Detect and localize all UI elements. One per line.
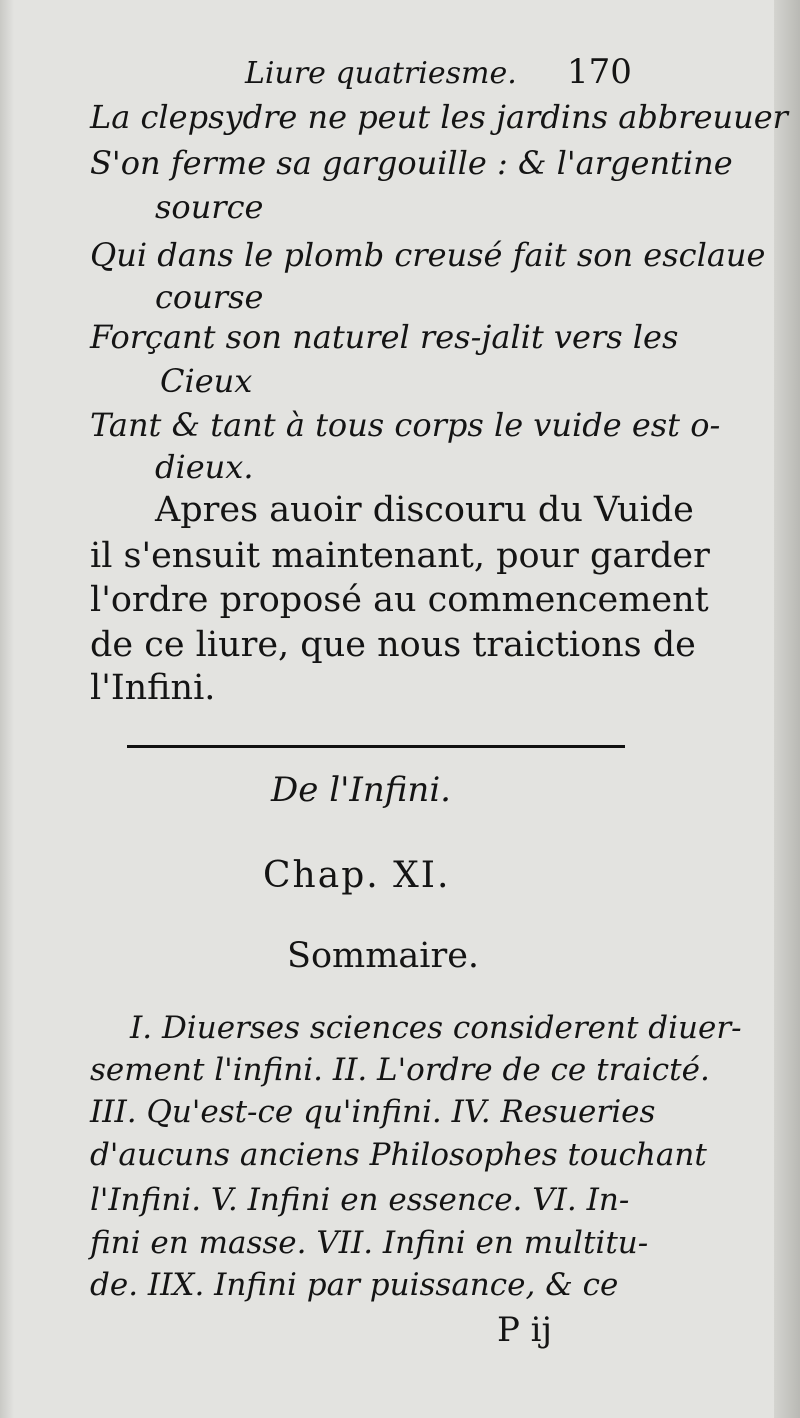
summary-line: d'aucuns anciens Philosophes touchant (90, 1137, 707, 1173)
summary-line: sement l'infini. II. L'ordre de ce traicté. (90, 1052, 710, 1088)
section-divider (127, 745, 625, 748)
running-title: Liure quatriesme. (245, 56, 517, 91)
summary-line: III. Qu'est-ce qu'infini. IV. Resueries (90, 1094, 656, 1130)
summary-line: l'Infini. V. Infini en essence. VI. In- (90, 1182, 630, 1218)
page-number: 170 (567, 52, 632, 92)
verse-line: S'on ferme sa gargouille : & l'argentine (90, 144, 733, 182)
verse-line: Cieux (160, 362, 253, 400)
prose-line: l'Infini. (90, 668, 216, 708)
verse-line: La clepsydre ne peut les jardins abbreuuer (90, 98, 788, 136)
summary-line: de. IIX. Infini par puissance, & ce (90, 1267, 619, 1303)
page-left-shadow (0, 0, 14, 1418)
verse-line: course (155, 278, 264, 316)
summary-line: fini en masse. VII. Infini en multitu- (90, 1225, 649, 1261)
chapter-heading: Chap. XI. (263, 855, 451, 896)
verse-line: source (155, 188, 264, 226)
verse-line: Tant & tant à tous corps le vuide est o- (90, 406, 721, 444)
prose-line: il s'ensuit maintenant, pour garder (90, 536, 710, 576)
signature-mark: P ij (497, 1310, 553, 1350)
verse-line: Qui dans le plomb creusé fait son esclaue (90, 236, 766, 274)
prose-line: Apres auoir discouru du Vuide (155, 490, 694, 530)
prose-line: de ce liure, que nous traictions de (90, 625, 696, 665)
page-right-edge (774, 0, 800, 1418)
verse-line: dieux. (155, 448, 254, 486)
verse-line: Forçant son naturel res-jalit vers les (90, 318, 679, 356)
prose-line: l'ordre proposé au commencement (90, 580, 709, 620)
summary-heading: Sommaire. (287, 936, 480, 976)
summary-line: I. Diuerses sciences considerent diuer- (130, 1010, 742, 1046)
section-title: De l'Infini. (271, 770, 451, 810)
